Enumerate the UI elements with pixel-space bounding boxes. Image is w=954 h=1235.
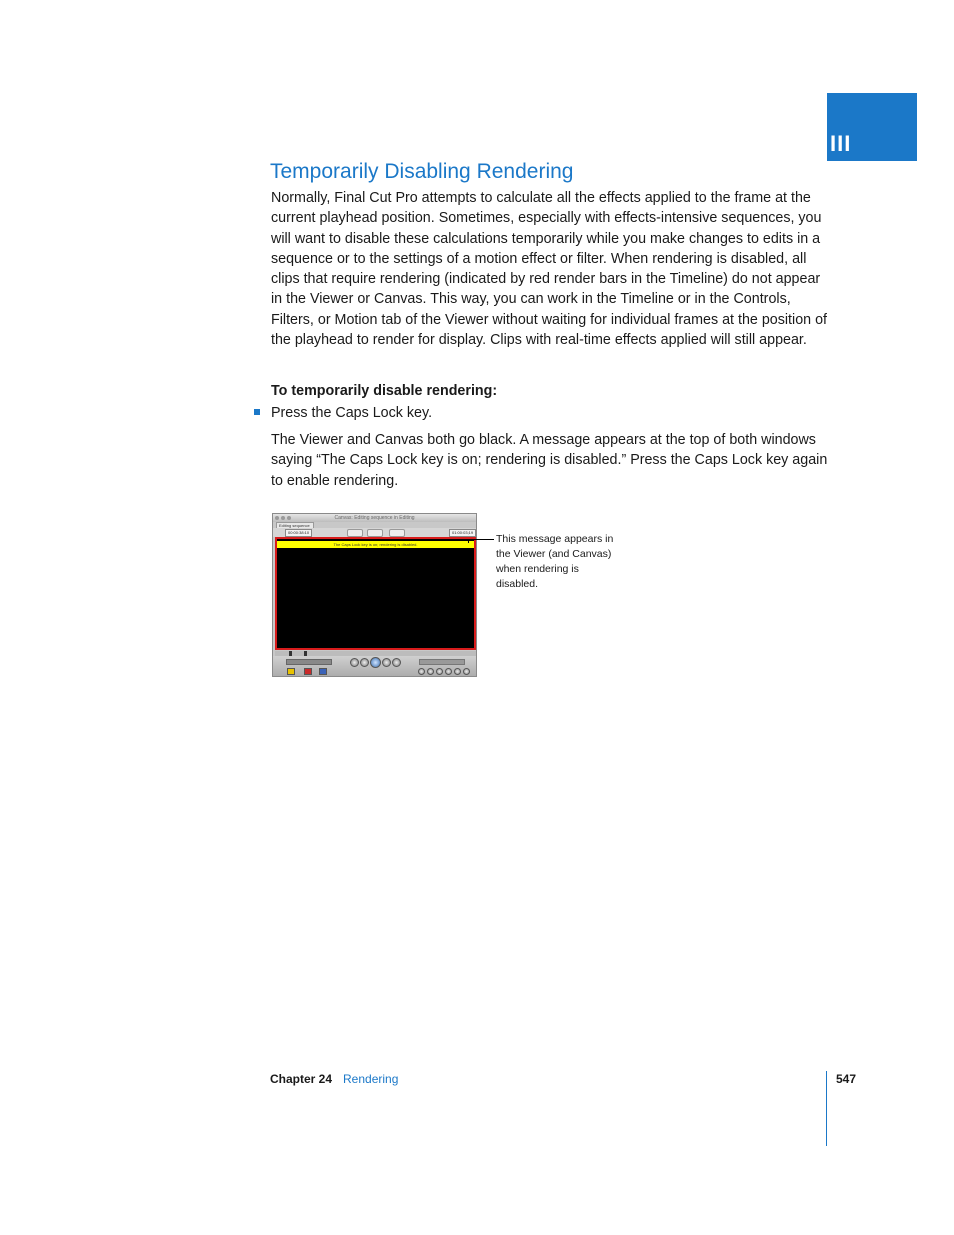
next-edit-icon [392, 658, 401, 667]
mark-in-icon [454, 668, 461, 675]
play-around-icon [382, 658, 391, 667]
add-keyframe-icon [436, 668, 443, 675]
add-marker-icon [445, 668, 452, 675]
render-disabled-message: The Caps Lock key is on; rendering is disabled. [277, 541, 474, 548]
section-heading: Temporarily Disabling Rendering [270, 160, 574, 183]
square-bullet-icon [254, 409, 260, 415]
result-paragraph: The Viewer and Canvas both go black. A message appears at the top of both windows saying “The Caps Lock key is on; rendering is disabled.” Press the Caps Lock key again to enable rendering. [271, 432, 828, 489]
insert-edit-icon [287, 668, 295, 675]
callout-leader-line [468, 539, 494, 540]
page-number: 547 [836, 1072, 857, 1086]
footer-chapter: Chapter 24 [270, 1072, 333, 1086]
play-in-out-icon [360, 658, 369, 667]
mark-out-icon [463, 668, 470, 675]
task-heading: To temporarily disable rendering: [271, 383, 498, 399]
transport-controls [273, 656, 476, 677]
current-timecode: 01:00:03;19 [449, 529, 476, 537]
window-title: Canvas: Editing sequence in Editing [334, 515, 415, 521]
play-icon [370, 657, 381, 668]
part-tab-label: III [830, 131, 852, 156]
overwrite-edit-icon [304, 668, 312, 675]
overlay-popup-icon [389, 529, 405, 537]
footer-divider [826, 1071, 827, 1146]
part-tab [827, 93, 917, 161]
view-popup-icon [367, 529, 383, 537]
canvas-toolbar [273, 528, 476, 537]
shuttle-slider-icon [286, 659, 332, 665]
canvas-video-area [275, 537, 476, 650]
replace-edit-icon [319, 668, 327, 675]
mark-clip-icon [427, 668, 434, 675]
window-titlebar [273, 514, 476, 522]
duration-timecode: 00:00:38:10 [285, 529, 312, 537]
footer-chapter-title: Rendering [343, 1072, 399, 1086]
match-frame-icon [418, 668, 425, 675]
step-text: Press the Caps Lock key. [271, 405, 433, 421]
jog-wheel-icon [419, 659, 465, 665]
intro-paragraph: Normally, Final Cut Pro attempts to calculate all the effects applied to the frame at the current playhead position. Sometimes, especially with effects-intensive sequences, you will want to disable these calculations temporarily while you make changes to edits in a sequence or to the settings of a motion effect or filter. When rendering is disabled, all clips that require rendering (indicated by red render bars in the Timeline) do not appear in the Viewer or Canvas. This way, you can work in the Timeline or in the Controls, Filters, or Motion tab of the Viewer without waiting for individual frames at the position of the playhead to render for display. Clips with real-time effects applied will still appear. [271, 190, 828, 349]
zoom-popup-icon [347, 529, 363, 537]
sequence-tab: Editing sequence [276, 522, 314, 529]
previous-edit-icon [350, 658, 359, 667]
canvas-screenshot [272, 513, 477, 677]
figure-callout: This message appears in the Viewer (and Canvas) when rendering is disabled. [496, 533, 614, 590]
